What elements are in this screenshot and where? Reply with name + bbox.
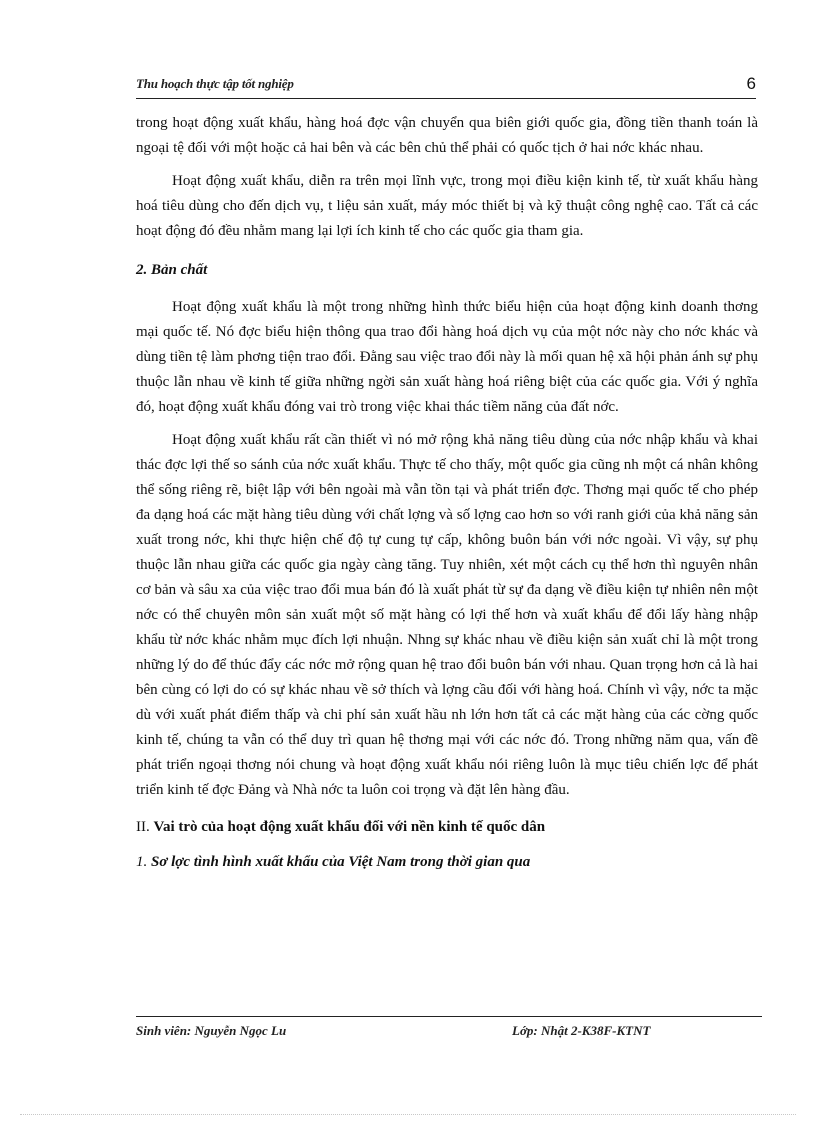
subsection-1-heading (136, 850, 758, 875)
page-number: 6 (746, 74, 756, 93)
paragraph-3: Hoạt động xuất khẩu là một trong những hình thức biểu hiện của hoạt động kinh doanh thơng mại quốc tế. Nó đợc biểu hiện thông qua trao đổi hàng hoá dịch vụ của một nớc này cho nớc khác và dùng tiền tệ làm phơng tiện trao đổi. Đằng sau việc trao đổi này là mối quan hệ xã hội phản ánh sự phụ thuộc lẫn nhau về kinh tế giữa những ngời sản xuất hàng hoá riêng biệt của các quốc gia. Với ý nghĩa đó, hoạt động xuất khẩu đóng vai trò trong việc khai thác tiềm năng của đất nớc. (136, 299, 758, 415)
paragraph-2: Hoạt động xuất khẩu, diễn ra trên mọi lĩnh vực, trong mọi điều kiện kinh tế, từ xuất khẩu hàng hoá tiêu dùng cho đến dịch vụ, t liệu sản xuất, máy móc thiết bị và kỹ thuật công nghệ cao. Tất cả các hoạt động đó đều nhằm mang lại lợi ích kinh tế cho các quốc gia tham gia. (136, 173, 758, 239)
document-body (136, 111, 758, 875)
section-ii-number: II. (136, 819, 150, 835)
footer-class: Lớp: Nhật 2-K38F-KTNT (512, 1023, 651, 1038)
section-ii-title: Vai trò của hoạt động xuất khẩu đối với nền kinh tế quốc dân (153, 819, 546, 835)
paragraph-1: trong hoạt động xuất khẩu, hàng hoá đợc vận chuyển qua biên giới quốc gia, đồng tiền thanh toán là ngoại tệ đối với một hoặc cả hai bên và các bên chủ thể phải có quốc tịch ở hai nớc khác nhau. (136, 115, 758, 156)
subsection-1-number: 1. (136, 854, 148, 870)
subsection-1-title: Sơ lợc tình hình xuất khẩu của Việt Nam trong thời gian qua (151, 854, 531, 870)
header-title: Thu hoạch thực tập tốt nghiệp (136, 76, 294, 91)
page-header (136, 72, 756, 99)
page-footer (136, 1016, 762, 1039)
page-bottom-dotted-line (20, 1114, 796, 1115)
footer-student: Sinh viên: Nguyễn Ngọc Lu (136, 1023, 287, 1038)
paragraph-4: Hoạt động xuất khẩu rất cần thiết vì nó mở rộng khả năng tiêu dùng của nớc nhập khẩu và khai thác đợc lợi thế so sánh của nớc xuất khẩu. Thực tế cho thấy, một quốc gia cũng nh một cá nhân không thể sống riêng rẽ, biệt lập với bên ngoài mà vẫn tồn tại và phát triển đợc. Thơng mại quốc tế cho phép đa dạng hoá các mặt hàng tiêu dùng với chất lợng và số lợng cao hơn so với ranh giới của khả năng sản xuất trong nớc, khi thực hiện chế độ tự cung tự cấp, không buôn bán với nớc ngoài. Vì vậy, sự phụ thuộc lẫn nhau giữa các quốc gia ngày càng tăng. Tuy nhiên, xét một cách cụ thể hơn thì nguyên nhân cơ bản và sâu xa của việc trao đổi mua bán đó là xuất phát từ sự đa dạng về điều kiện tự nhiên nên một nớc có thể chuyên môn sản xuất một số mặt hàng có lợi thế hơn và xuất khẩu để đổi lấy hàng nhập khẩu từ nớc khác nhằm mục đích lợi nhuận. Nhng sự khác nhau về điều kiện sản xuất chỉ là một trong những lý do để thúc đẩy các nớc mở rộng quan hệ trao đổi buôn bán với nhau. Quan trọng hơn cả là hai bên cùng có lợi do có sự khác nhau về sở thích và lợng cầu đối với hàng hoá. Chính vì vậy, nớc ta mặc dù với xuất phát điểm thấp và chi phí sản xuất hầu nh lớn hơn tất cả các mặt hàng của các cờng quốc kinh tế, chúng ta vẫn có thể duy trì quan hệ thơng mại với các nớc đó. Trong những năm qua, vấn đề phát triển ngoại thơng nói chung và hoạt động xuất khẩu nói riêng luôn là mục tiêu chiến lợc để phát triển kinh tế đợc Đảng và Nhà nớc ta luôn coi trọng và đặt lên hàng đầu. (136, 432, 758, 798)
section-2-heading: 2. Bản chất (136, 262, 208, 278)
section-ii-heading (136, 815, 758, 840)
